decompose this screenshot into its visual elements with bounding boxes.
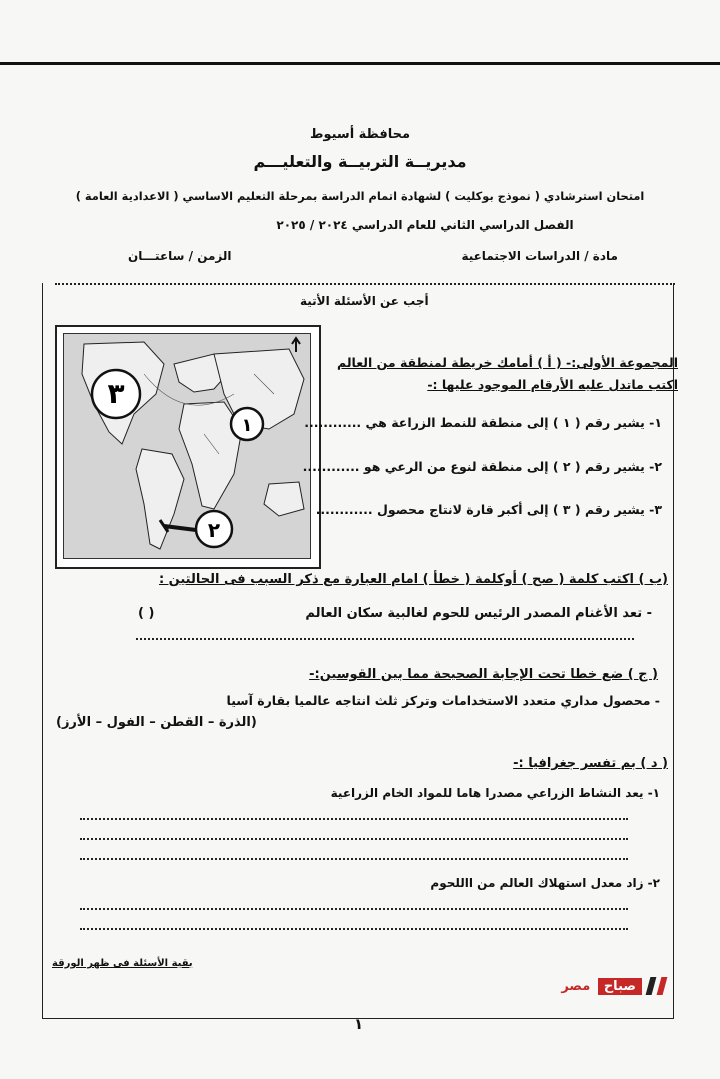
map-marker-2: ٢: [207, 518, 221, 542]
partD-q1-line-2: [80, 838, 628, 840]
partD-title: ( د ) بم تفسر جغرافيا :-: [513, 756, 668, 771]
group1-item-2: ٢- يشير رقم ( ٢ ) إلى منطقة لنوع من الرعي هو ............: [302, 459, 662, 474]
page-number: ١: [354, 1015, 364, 1033]
partD-question-1: ١- يعد النشاط الزراعي مصدرا هاما للمواد الخام الزراعية: [330, 786, 660, 800]
world-map: [55, 325, 321, 569]
partB-statement: - تعد الأغنام المصدر الرئيس للحوم لغالبية سكان العالم: [305, 606, 652, 621]
partD-q2-line-2: [80, 928, 628, 930]
directorate-title: مديريــة التربيــة والتعليـــم: [253, 152, 467, 171]
group1-title: المجموعة الأولى:- ( أ ) أمامك خريطة لمنطقة من العالم: [337, 355, 678, 370]
partB-title: (ب ) اكتب كلمة ( صح ) أوكلمة ( خطأ ) امام العبارة مع ذكر السبب فى الحالتين :: [158, 572, 668, 587]
exam-title: امتحان استرشادي ( نموذج بوكليت ) لشهادة اتمام الدراسة بمرحلة التعليم الاساسي ( الاعدادية العامة ): [75, 189, 645, 203]
world-map-area: [63, 333, 311, 559]
partD-q1-line-1: [80, 818, 628, 820]
map-marker-1: ١: [241, 415, 253, 436]
term-line: الفصل الدراسي الثاني للعام الدراسي ٢٠٢٤ / ٢٠٢٥: [276, 218, 574, 232]
governorate-title: محافظة أسيوط: [309, 127, 411, 142]
site-logo: [555, 977, 665, 1001]
logo-stripe-black: [646, 977, 657, 995]
instructions-heading: أجب عن الأسئلة الأتية: [300, 294, 429, 308]
partC-options[interactable]: (الذرة – القطن – الفول – الأرز): [56, 715, 257, 730]
partB-answer-brackets: ( ): [138, 606, 155, 621]
group1-item-1: ١- يشير رقم ( ١ ) إلى منطقة للنمط الزراعة هي ............: [304, 415, 662, 430]
logo-name: صباح: [598, 978, 642, 995]
group1-subtitle: اكتب ماتدل عليه الأرقام الموجود عليها :-: [427, 377, 678, 392]
top-rule: [0, 62, 720, 65]
logo-country: مصر: [561, 978, 591, 994]
partD-question-2: ٢- زاد معدل استهلاك العالم من االلحوم: [430, 876, 660, 890]
partD-q2-line-1: [80, 908, 628, 910]
partB-answer-line: [136, 638, 634, 640]
subject-label: مادة / الدراسات الاجتماعية: [461, 249, 618, 263]
time-label: الزمن / ساعتـــان: [128, 249, 232, 263]
world-map-drawing: [64, 334, 310, 558]
group1-item-3: ٣- يشير رقم ( ٣ ) إلى أكبر قارة لانتاج محصول ............: [315, 502, 662, 517]
partC-statement: - محصول مداري متعدد الاستخدامات وتركز ثلث انتاجه عالميا بقارة آسيا: [226, 693, 660, 708]
map-marker-3: ٣: [107, 377, 125, 410]
partC-title: ( ج ) ضع خطا تحت الإجابة الصحيحة مما بين القوسين:-: [309, 667, 658, 682]
continue-note: بقية الأسئلة فى ظهر الورقة: [52, 958, 193, 969]
partD-q1-line-3: [80, 858, 628, 860]
